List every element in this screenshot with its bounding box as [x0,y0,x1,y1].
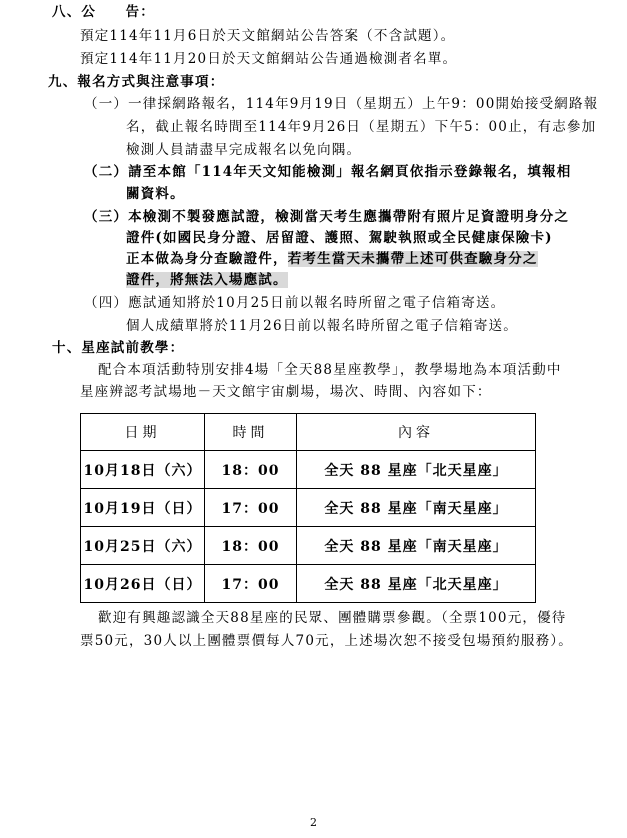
item-2-line-1: （二）請至本館「114年天文知能檢測」報名網頁依指示登錄報名，填報相 [84,164,572,180]
item-3-line-2: 證件(如國民身分證、居留證、護照、駕駛執照或全民健康保險卡) [126,230,553,246]
announcement-passers: 預定114年11月20日於天文館網站公告通過檢測者名單。 [80,51,458,67]
content-cell: 全天 88 星座「南天星座」 [297,489,536,527]
date-cell: 10月25日（六） [81,527,205,565]
outro-line-2: 票50元，30人以上團體票價每人70元，上述場次恕不接受包場預約服務）。 [80,633,573,649]
warning-highlight-2: 證件，將無法入場應試。 [126,272,288,288]
content-cell: 全天 88 星座「北天星座」 [297,451,536,489]
intro-line-2: 星座辨認考試場地－天文館宇宙劇場，場次、時間、內容如下： [80,384,492,400]
item-4-line-2: 個人成績單將於11月26日前以報名時所留之電子信箱寄送。 [126,318,518,334]
page-number: 2 [310,816,317,829]
table-header-row [81,414,536,451]
item-1-line-2: 名，截止報名時間至114年9月26日（星期五）下午5：00止，有志參加 [126,119,597,135]
item-4-line-1: （四）應試通知將於10月25日前以報名時所留之電子信箱寄送。 [84,295,506,311]
date-cell: 10月18日（六） [81,451,205,489]
column-header-content: 內容 [297,414,536,451]
time-cell: 18：00 [205,451,297,489]
table-row [81,565,536,603]
item-3-line-3 [126,249,538,269]
content-cell: 全天 88 星座「南天星座」 [297,527,536,565]
time-cell: 17：00 [205,565,297,603]
table-row [81,451,536,489]
date-cell: 10月26日（日） [81,565,205,603]
intro-line-1: 配合本項活動特別安排4場「全天88星座教學」，教學場地為本項活動中 [98,362,562,378]
outro-line-1: 歡迎有興趣認識全天88星座的民眾、團體購票參觀。（全票100元，優待 [98,610,567,626]
section-10-heading: 十、星座試前教學： [52,340,185,356]
item-1-line-1: （一）一律採網路報名，114年9月19日（星期五）上午9：00開始接受網路報 [84,96,599,112]
announcement-answers: 預定114年11月6日於天文館網站公告答案（不含試題）。 [80,28,456,44]
section-9-heading: 九、報名方式與注意事項： [48,74,225,90]
item-3-line-4 [126,270,288,290]
item-3-line-1: （三）本檢測不製發應試證，檢測當天考生應攜帶附有照片足資證明身分之 [84,209,570,225]
time-cell: 17：00 [205,489,297,527]
column-header-time: 時間 [205,414,297,451]
section-8-heading: 八、公 告： [52,4,155,20]
time-cell: 18：00 [205,527,297,565]
schedule-table [80,413,536,603]
item-2-line-2: 關資料。 [126,186,185,202]
table-row [81,527,536,565]
table-row [81,489,536,527]
date-cell: 10月19日（日） [81,489,205,527]
item-1-line-3: 檢測人員請盡早完成報名以免向隅。 [126,142,362,158]
column-header-date: 日期 [81,414,205,451]
warning-highlight-1: 若考生當天未攜帶上述可供查驗身分之 [287,251,538,267]
content-cell: 全天 88 星座「北天星座」 [297,565,536,603]
id-check-text: 正本做為身分查驗證件， [126,251,288,267]
